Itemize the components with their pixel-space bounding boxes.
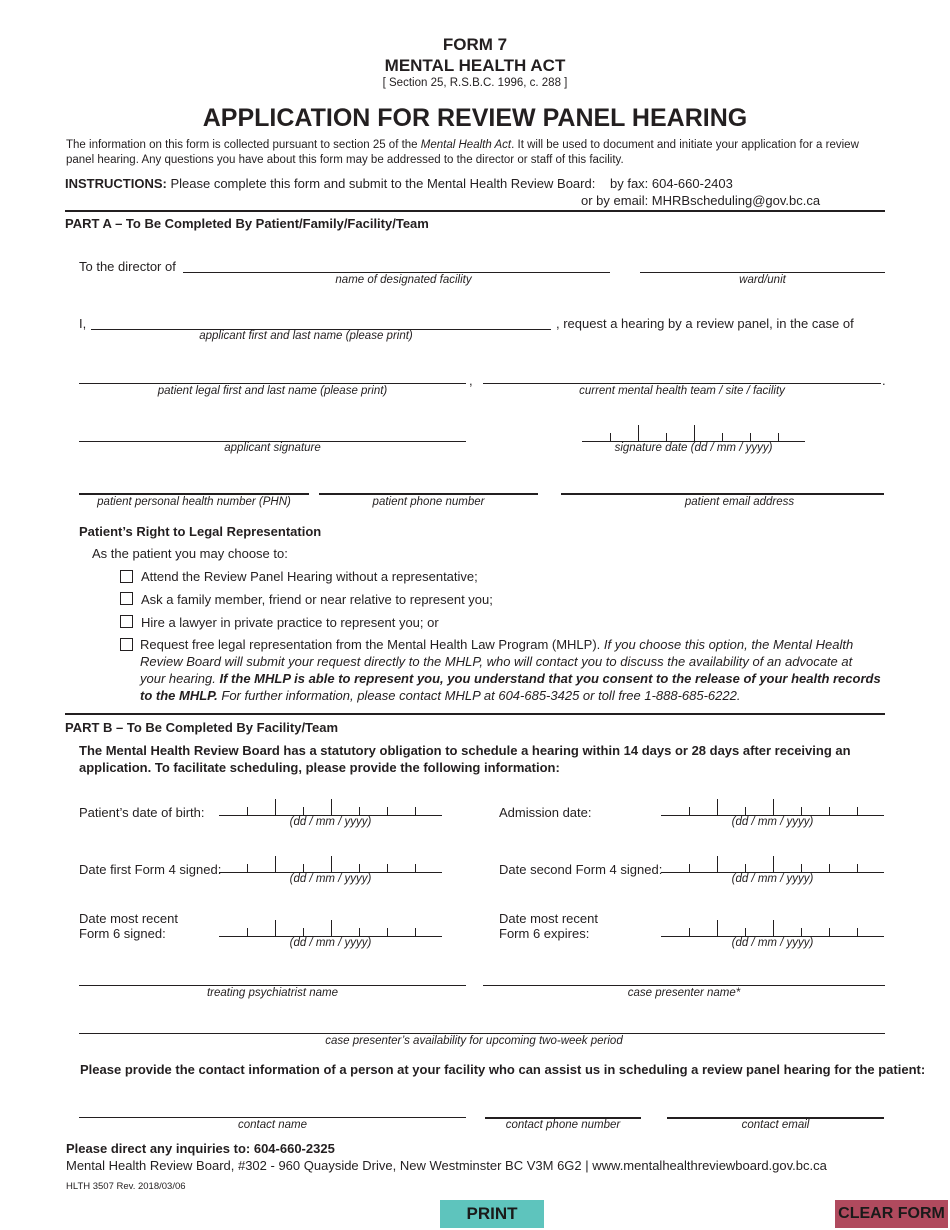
mental-health-team-field[interactable] — [483, 383, 881, 384]
date-separator-tick — [331, 856, 332, 872]
admission-date-field[interactable] — [661, 799, 884, 816]
date-separator-tick — [415, 928, 416, 936]
form4-second-label: Date second Form 4 signed: — [499, 862, 663, 877]
date-separator-tick — [745, 807, 746, 815]
act-name: MENTAL HEALTH ACT — [384, 56, 566, 75]
date-separator-tick — [722, 433, 723, 441]
mental-health-team-caption: current mental health team / site / facility — [579, 385, 785, 397]
intro-paragraph-line1: The information on this form is collected pursuant to section 25 of the Mental Health Act. It will be used to document and initiate your application for a review — [66, 139, 859, 151]
page-title: APPLICATION FOR REVIEW PANEL HEARING — [202, 104, 748, 132]
case-presenter-caption: case presenter name* — [627, 987, 741, 999]
case-presenter-field[interactable] — [483, 985, 885, 986]
date-separator-tick — [745, 928, 746, 936]
section-reference: [ Section 25, R.S.B.C. 1996, c. 288 ] — [382, 77, 568, 89]
psychiatrist-name-field[interactable] — [79, 985, 466, 986]
rights-heading: Patient’s Right to Legal Representation — [79, 524, 322, 539]
fax-number: by fax: 604-660-2403 — [610, 176, 733, 191]
form4-first-label: Date first Form 4 signed: — [79, 862, 222, 877]
patient-email-field[interactable] — [561, 493, 884, 495]
option-checkbox-no-representative[interactable] — [120, 570, 133, 583]
date-separator-tick — [275, 920, 276, 936]
divider — [65, 713, 885, 715]
date-separator-tick — [801, 864, 802, 872]
date-separator-tick — [694, 425, 695, 441]
date-separator-tick — [773, 920, 774, 936]
form6-signed-label-line1: Date most recent — [79, 911, 178, 926]
ward-unit-caption: ward/unit — [739, 274, 786, 286]
date-separator-tick — [387, 928, 388, 936]
date-separator-tick — [717, 920, 718, 936]
date-separator-tick — [275, 799, 276, 815]
date-separator-tick — [801, 807, 802, 815]
to-director-label: To the director of — [79, 259, 176, 274]
period: . — [882, 373, 886, 388]
comma: , — [469, 373, 473, 388]
psychiatrist-name-caption: treating psychiatrist name — [206, 987, 339, 999]
board-address: Mental Health Review Board, #302 - 960 Quayside Drive, New Westminster BC V3M 6G2 | www.mentalhealthreviewboard.gov.bc.ca — [66, 1158, 827, 1173]
obligation-line1: The Mental Health Review Board has a statutory obligation to schedule a hearing within 14 days or 28 days after receiving an — [79, 743, 851, 758]
date-separator-tick — [331, 799, 332, 815]
date-separator-tick — [773, 856, 774, 872]
option-mhlp-line2: Review Board will submit your request directly to the MHLP, who will contact you to discuss the availability of an advocate at — [140, 654, 853, 669]
applicant-name-caption: applicant first and last name (please print) — [199, 330, 413, 342]
date-separator-tick — [829, 807, 830, 815]
dob-caption: (dd / mm / yyyy) — [289, 816, 372, 828]
form6-expires-field[interactable] — [661, 920, 884, 937]
facility-name-field[interactable] — [183, 272, 610, 273]
date-separator-tick — [717, 799, 718, 815]
patient-phone-caption: patient phone number — [372, 496, 485, 508]
option-checkbox-mhlp[interactable] — [120, 638, 133, 651]
request-text: , request a hearing by a review panel, in the case of — [556, 316, 854, 331]
part-b-heading: PART B – To Be Completed By Facility/Team — [65, 720, 339, 735]
inquiries-phone: Please direct any inquiries to: 604-660-2325 — [66, 1141, 335, 1156]
date-separator-tick — [857, 807, 858, 815]
date-separator-tick — [331, 920, 332, 936]
phn-field[interactable] — [79, 493, 309, 495]
date-separator-tick — [829, 864, 830, 872]
phn-caption: patient personal health number (PHN) — [97, 496, 291, 508]
option-checkbox-private-lawyer[interactable] — [120, 615, 133, 628]
instructions: INSTRUCTIONS: Please complete this form and submit to the Mental Health Review Board: — [65, 176, 596, 191]
date-separator-tick — [387, 807, 388, 815]
date-separator-tick — [745, 864, 746, 872]
admission-label: Admission date: — [499, 805, 592, 820]
date-separator-tick — [359, 864, 360, 872]
form-number: FORM 7 — [442, 35, 508, 54]
date-separator-tick — [778, 433, 779, 441]
patient-email-caption: patient email address — [684, 496, 795, 508]
patient-name-caption: patient legal first and last name (please print) — [157, 385, 388, 397]
date-separator-tick — [303, 928, 304, 936]
date-separator-tick — [689, 864, 690, 872]
date-separator-tick — [275, 856, 276, 872]
date-separator-tick — [247, 864, 248, 872]
form4-second-caption: (dd / mm / yyyy) — [731, 873, 814, 885]
form6-signed-label-line2: Form 6 signed: — [79, 926, 166, 941]
option-mhlp-line3: your hearing. If the MHLP is able to represent you, you understand that you consent to the release of your health records — [140, 671, 881, 686]
facility-name-caption: name of designated facility — [335, 274, 472, 286]
dob-field[interactable] — [219, 799, 442, 816]
date-separator-tick — [857, 864, 858, 872]
contact-name-field[interactable] — [79, 1117, 466, 1118]
dob-label: Patient’s date of birth: — [79, 805, 205, 820]
form4-first-field[interactable] — [219, 856, 442, 873]
submission-email: or by email: MHRBscheduling@gov.bc.ca — [581, 193, 821, 208]
form6-expires-caption: (dd / mm / yyyy) — [731, 937, 814, 949]
option-checkbox-family-member[interactable] — [120, 592, 133, 605]
date-separator-tick — [303, 807, 304, 815]
date-separator-tick — [666, 433, 667, 441]
date-separator-tick — [829, 928, 830, 936]
date-separator-tick — [387, 864, 388, 872]
print-button[interactable]: PRINT — [440, 1200, 544, 1228]
form4-first-caption: (dd / mm / yyyy) — [289, 873, 372, 885]
obligation-line2: application. To facilitate scheduling, please provide the following information: — [79, 760, 560, 775]
option-mhlp-line1: Request free legal representation from the Mental Health Law Program (MHLP). If you choose this option, the Mental Health — [140, 637, 854, 652]
date-separator-tick — [717, 856, 718, 872]
applicant-signature-caption: applicant signature — [224, 442, 321, 454]
i-label: I, — [79, 316, 87, 331]
divider — [65, 210, 885, 212]
form6-signed-caption: (dd / mm / yyyy) — [289, 937, 372, 949]
option-private-lawyer: Hire a lawyer in private practice to represent you; or — [141, 615, 439, 630]
form6-signed-field[interactable] — [219, 920, 442, 937]
option-no-representative: Attend the Review Panel Hearing without a representative; — [141, 569, 478, 584]
date-separator-tick — [773, 799, 774, 815]
contact-request: Please provide the contact information of a person at your facility who can assist us in scheduling a review panel hearing for the patient: — [80, 1062, 926, 1077]
date-separator-tick — [689, 928, 690, 936]
part-a-heading: PART A – To Be Completed By Patient/Family/Facility/Team — [65, 216, 429, 231]
admission-date-caption: (dd / mm / yyyy) — [731, 816, 814, 828]
date-separator-tick — [359, 807, 360, 815]
contact-phone-caption: contact phone number — [505, 1119, 621, 1131]
date-separator-tick — [415, 864, 416, 872]
availability-field[interactable] — [79, 1033, 885, 1034]
date-separator-tick — [857, 928, 858, 936]
rights-intro: As the patient you may choose to: — [92, 546, 288, 561]
date-separator-tick — [247, 928, 248, 936]
form6-expires-label-line2: Form 6 expires: — [499, 926, 590, 941]
date-separator-tick — [801, 928, 802, 936]
option-family-member: Ask a family member, friend or near relative to represent you; — [141, 592, 493, 607]
contact-email-caption: contact email — [741, 1119, 810, 1131]
form4-second-field[interactable] — [661, 856, 884, 873]
availability-caption: case presenter’s availability for upcoming two-week period — [325, 1035, 623, 1047]
date-separator-tick — [247, 807, 248, 815]
signature-date-caption: signature date (dd / mm / yyyy) — [614, 442, 773, 454]
signature-date-field[interactable] — [582, 425, 805, 442]
date-separator-tick — [610, 433, 611, 441]
patient-phone-field[interactable] — [319, 493, 538, 495]
form6-expires-label-line1: Date most recent — [499, 911, 598, 926]
contact-name-caption: contact name — [237, 1119, 308, 1131]
date-separator-tick — [415, 807, 416, 815]
date-separator-tick — [359, 928, 360, 936]
form-code: HLTH 3507 Rev. 2018/03/06 — [66, 1181, 186, 1192]
clear-form-button[interactable]: CLEAR FORM — [835, 1200, 948, 1228]
date-separator-tick — [638, 425, 639, 441]
date-separator-tick — [750, 433, 751, 441]
date-separator-tick — [303, 864, 304, 872]
patient-name-field[interactable] — [79, 383, 466, 384]
date-separator-tick — [689, 807, 690, 815]
ward-unit-field[interactable] — [640, 272, 885, 273]
option-mhlp-line4: to the MHLP. For further information, please contact MHLP at 604-685-3425 or toll free 1-888-685-6222. — [140, 688, 741, 703]
intro-paragraph-line2: panel hearing. Any questions you have about this form may be addressed to the director or staff of this facility. — [66, 154, 624, 166]
